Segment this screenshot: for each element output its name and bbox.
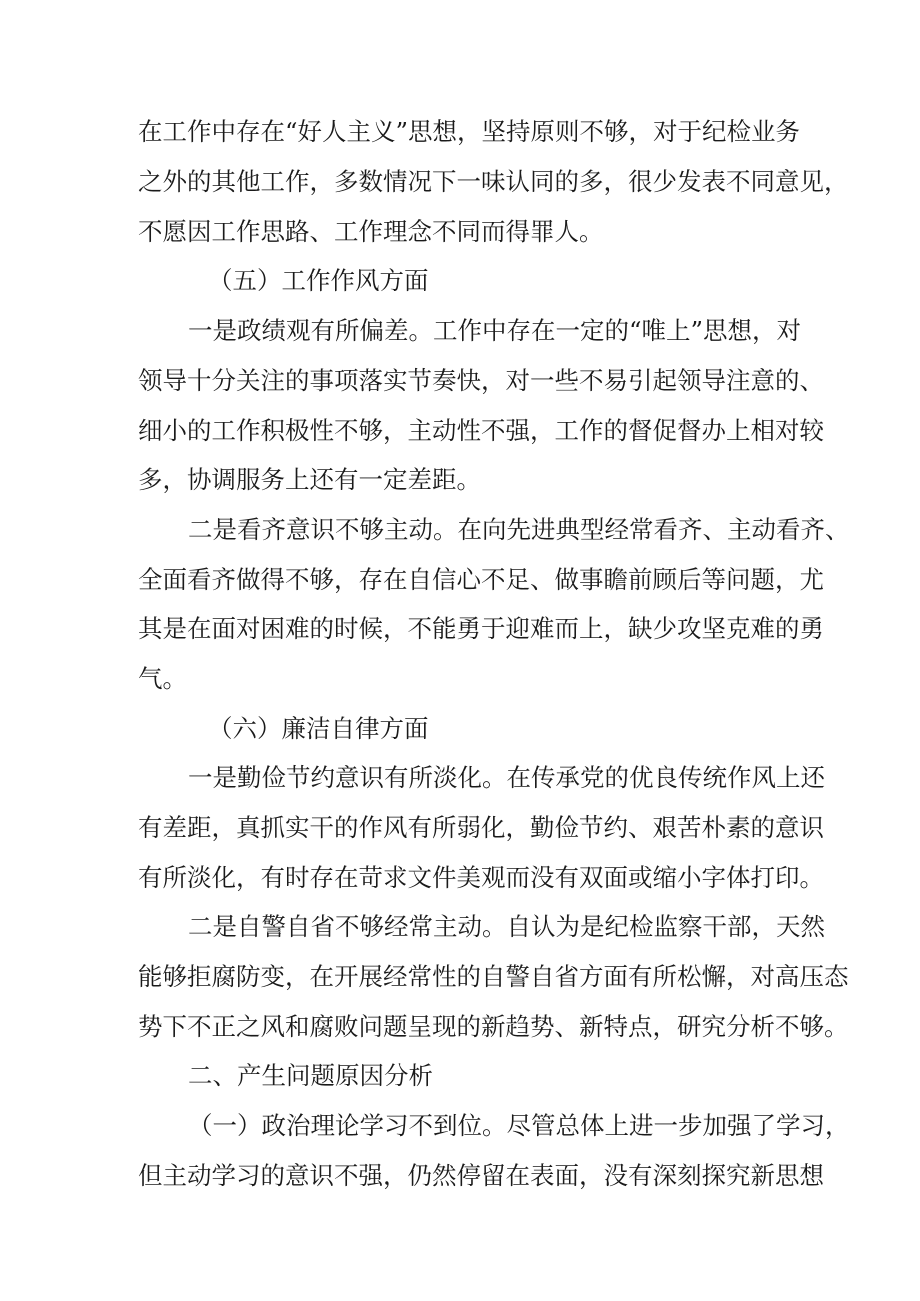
paragraph-line-14: 一是勤俭节约意识有所淡化。在传承党的优良传统作风上还 bbox=[188, 763, 825, 792]
paragraph-line-9: 二是看齐意识不够主动。在向先进典型经常看齐、主动看齐、 bbox=[188, 515, 850, 544]
paragraph-line-10: 全面看齐做得不够，存在自信心不足、做事瞻前顾后等问题，尤 bbox=[138, 565, 824, 594]
paragraph-line-3: 不愿因工作思路、工作理念不同而得罪人。 bbox=[138, 217, 604, 246]
paragraph-line-1: 在工作中存在“好人主义”思想，坚持原则不够，对于纪检业务 bbox=[138, 117, 801, 146]
paragraph-line-5: 一是政绩观有所偏差。工作中存在一定的“唯上”思想，对 bbox=[188, 316, 802, 345]
paragraph-line-16: 有所淡化，有时存在苛求文件美观而没有双面或缩小字体打印。 bbox=[138, 863, 824, 892]
paragraph-line-12: 气。 bbox=[138, 664, 187, 693]
paragraph-line-11: 其是在面对困难的时候，不能勇于迎难而上，缺少攻坚克难的勇 bbox=[138, 614, 824, 643]
paragraph-line-21: （一）政治理论学习不到位。尽管总体上进一步加强了学习， bbox=[188, 1111, 850, 1140]
paragraph-line-6: 领导十分关注的事项落实节奏快，对一些不易引起领导注意的、 bbox=[138, 366, 824, 395]
section-heading-cause-analysis: 二、产生问题原因分析 bbox=[188, 1061, 433, 1090]
paragraph-line-7: 细小的工作积极性不够，主动性不强，工作的督促督办上相对较 bbox=[138, 416, 824, 445]
paragraph-line-22: 但主动学习的意识不强，仍然停留在表面，没有深刻探究新思想 bbox=[138, 1161, 824, 1190]
section-heading-integrity: （六）廉洁自律方面 bbox=[208, 714, 429, 743]
paragraph-line-15: 有差距，真抓实干的作风有所弱化，勤俭节约、艰苦朴素的意识 bbox=[138, 813, 824, 842]
paragraph-line-18: 能够拒腐防变，在开展经常性的自警自省方面有所松懈，对高压态 bbox=[138, 962, 849, 991]
section-heading-work-style: （五）工作作风方面 bbox=[208, 266, 429, 295]
paragraph-line-19: 势下不正之风和腐败问题呈现的新趋势、新特点，研究分析不够。 bbox=[138, 1012, 849, 1041]
paragraph-line-8: 多，协调服务上还有一定差距。 bbox=[138, 465, 481, 494]
paragraph-line-17: 二是自警自省不够经常主动。自认为是纪检监察干部，天然 bbox=[188, 912, 825, 941]
paragraph-line-2: 之外的其他工作，多数情况下一味认同的多，很少发表不同意见， bbox=[138, 167, 849, 196]
